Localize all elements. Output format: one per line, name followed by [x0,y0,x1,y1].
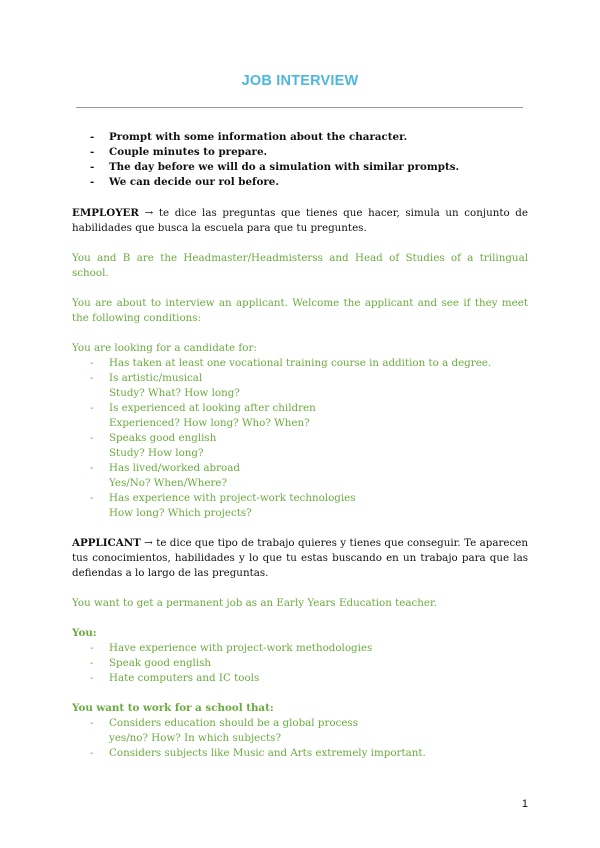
list-item [72,461,528,491]
employer-label: EMPLOYER [72,207,139,219]
list-item: - Hate computers and IC tools [72,671,528,686]
condition-text: Has experience with project-work technologies [109,492,356,504]
list-item [72,431,528,461]
list-item: - The day before we will do a simulation with similar prompts. [72,160,528,175]
condition-questions: Experienced? How long? Who? When? [109,417,310,429]
document-body [72,130,528,761]
list-item: - Couple minutes to prepare. [72,145,528,160]
school-text: Considers education should be a global process [109,717,359,729]
condition-text: Has lived/worked abroad [109,462,240,474]
school-list [72,716,528,761]
condition-text: Has taken at least one vocational training course in addition to a degree. [109,357,492,369]
condition-text: Is artistic/musical [109,372,203,384]
condition-questions: Study? How long? [109,447,204,459]
list-item [72,371,528,401]
applicant-description: → te dice que tipo de trabajo quieres y tienes que conseguir. Te aparecen tus conocimientos, habilidades y lo que tu estas buscando en un trabajo para que las defiendas a lo largo de las preguntas. [72,537,528,579]
condition-text: Speaks good english [109,432,217,444]
condition-text: Is experienced at looking after children [109,402,316,414]
list-item [72,356,528,371]
applicant-label: APPLICANT [72,537,141,549]
list-item [72,716,528,746]
list-item: - Prompt with some information about the character. [72,130,528,145]
list-item [72,491,528,521]
intro-list [72,130,528,190]
you-list [72,641,528,686]
applicant-goal: You want to get a permanent job as an Early Years Education teacher. [72,597,438,609]
list-item: - We can decide our rol before. [72,175,528,190]
employer-paragraph [72,206,528,236]
school-heading: You want to work for a school that: [72,702,274,714]
page-number: 1 [521,798,528,810]
employer-instructions: You are about to interview an applicant. Welcome the applicant and see if they meet the following conditions: [72,297,528,324]
school-questions: yes/no? How? In which subjects? [109,732,281,744]
school-text: Considers subjects like Music and Arts extremely important. [109,747,426,759]
looking-for-heading: You are looking for a candidate for: [72,342,257,354]
employer-roles: You and B are the Headmaster/Headmisterss and Head of Studies of a trilingual school. [72,252,528,279]
page-title: JOB INTERVIEW [241,73,359,89]
title-divider [76,107,523,108]
employer-description: → te dice las preguntas que tienes que hacer, simula un conjunto de habilidades que busca la escuela para que tu preguntes. [72,207,528,234]
list-item: - Have experience with project-work methodologies [72,641,528,656]
you-heading: You: [72,627,97,639]
list-item [72,401,528,431]
list-item: - Speak good english [72,656,528,671]
condition-questions: How long? Which projects? [109,507,252,519]
applicant-paragraph [72,536,528,581]
condition-questions: Yes/No? When/Where? [109,477,228,489]
list-item [72,746,528,761]
condition-questions: Study? What? How long? [109,387,240,399]
conditions-list [72,356,528,521]
